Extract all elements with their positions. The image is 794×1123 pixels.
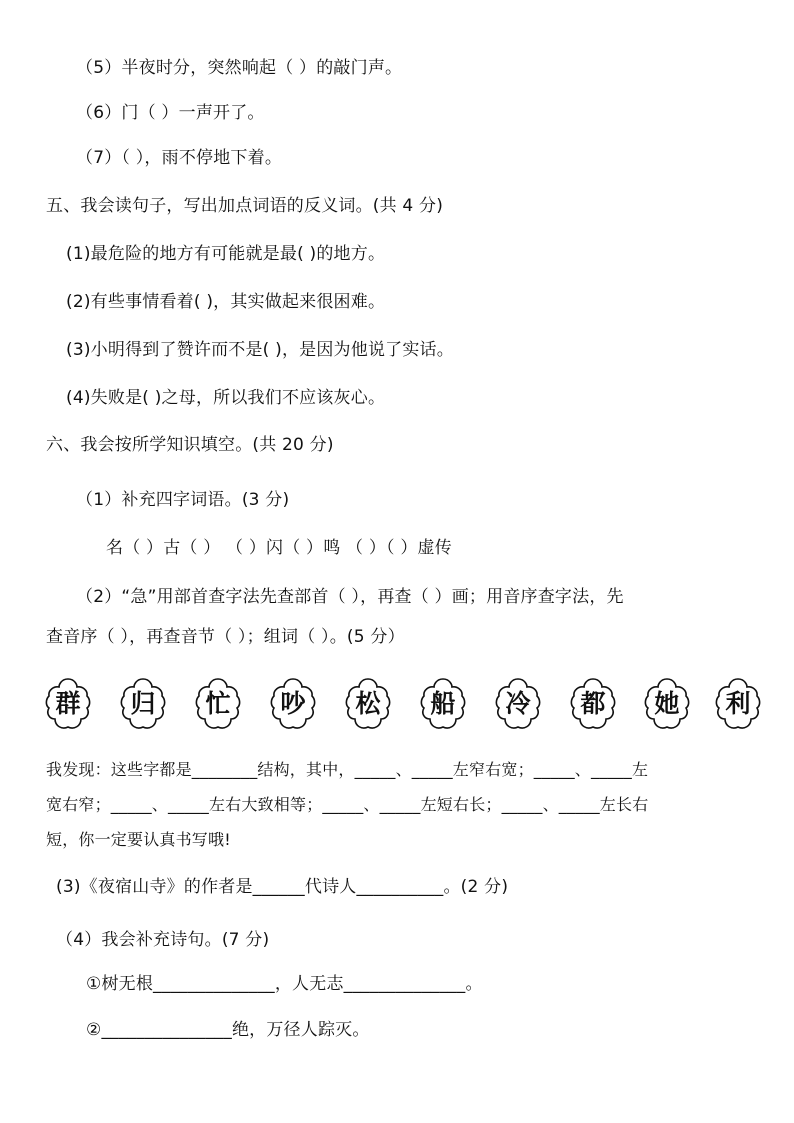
question-7: （7）（ ），雨不停地下着。 xyxy=(76,148,283,168)
character-flower xyxy=(569,676,617,732)
character-flower xyxy=(494,676,542,732)
section-6-item-2-line-2: 查音序（ ），再查音节（ ）；组词（ ）。(5 分） xyxy=(46,627,405,647)
poem-line-1: ①树无根______________，人无志______________。 xyxy=(86,974,483,994)
section-5-item-4: (4)失败是( )之母，所以我们不应该灰心。 xyxy=(66,388,386,408)
section-6-item-3: (3)《夜宿山寺》的作者是______代诗人__________。(2 分) xyxy=(56,877,509,897)
character-flower xyxy=(44,676,92,732)
question-5: （5）半夜时分，突然响起（ ）的敲门声。 xyxy=(76,58,403,78)
discovery-line-2: 宽右窄；_____、_____左右大致相等；_____、_____左短右长；_____、_____左长右 xyxy=(46,795,649,814)
character-flower xyxy=(119,676,167,732)
character-flower xyxy=(419,676,467,732)
poem-line-2: ②_______________绝，万径人踪灭。 xyxy=(86,1020,370,1040)
character-label: 群 xyxy=(55,689,81,718)
character-flower xyxy=(269,676,317,732)
character-flower xyxy=(643,676,691,732)
section-6-title: 六、我会按所学知识填空。(共 20 分) xyxy=(46,435,334,455)
section-5-item-2: (2)有些事情看着( )，其实做起来很困难。 xyxy=(66,292,386,312)
section-5-item-1: (1)最危险的地方有可能就是最( )的地方。 xyxy=(66,244,386,264)
character-label: 船 xyxy=(430,689,456,718)
character-label: 忙 xyxy=(205,689,231,718)
question-6: （6）门（ ）一声开了。 xyxy=(76,103,265,123)
character-label: 冷 xyxy=(505,689,531,718)
character-label: 利 xyxy=(725,689,751,718)
character-flower xyxy=(344,676,392,732)
discovery-line-1: 我发现：这些字都是________结构，其中，_____、_____左窄右宽；_____、_____左 xyxy=(46,760,649,779)
character-label: 吵 xyxy=(280,689,306,718)
character-label: 松 xyxy=(355,689,381,718)
character-label: 她 xyxy=(654,689,680,718)
character-flower xyxy=(194,676,242,732)
section-6-item-2-line-1: （2）“急”用部首查字法先查部首（ ），再查（ ）画；用音序查字法，先 xyxy=(76,587,624,607)
character-label: 都 xyxy=(580,689,606,718)
discovery-line-3: 短，你一定要认真书写哦! xyxy=(46,830,231,849)
section-5-title: 五、我会读句子，写出加点词语的反义词。(共 4 分) xyxy=(46,196,444,216)
section-6-item-1: （1）补充四字词语。(3 分) xyxy=(76,490,290,510)
section-6-item-4: （4）我会补充诗句。(7 分) xyxy=(56,930,270,950)
character-flower-row xyxy=(44,676,764,736)
section-5-item-3: (3)小明得到了赞许而不是( )，是因为他说了实话。 xyxy=(66,340,454,360)
idiom-blanks: 名（ ）古（ ） （ ）闪（ ）鸣 （ ）（ ）虚传 xyxy=(106,538,452,558)
character-label: 归 xyxy=(130,689,156,718)
character-flower xyxy=(714,676,762,732)
